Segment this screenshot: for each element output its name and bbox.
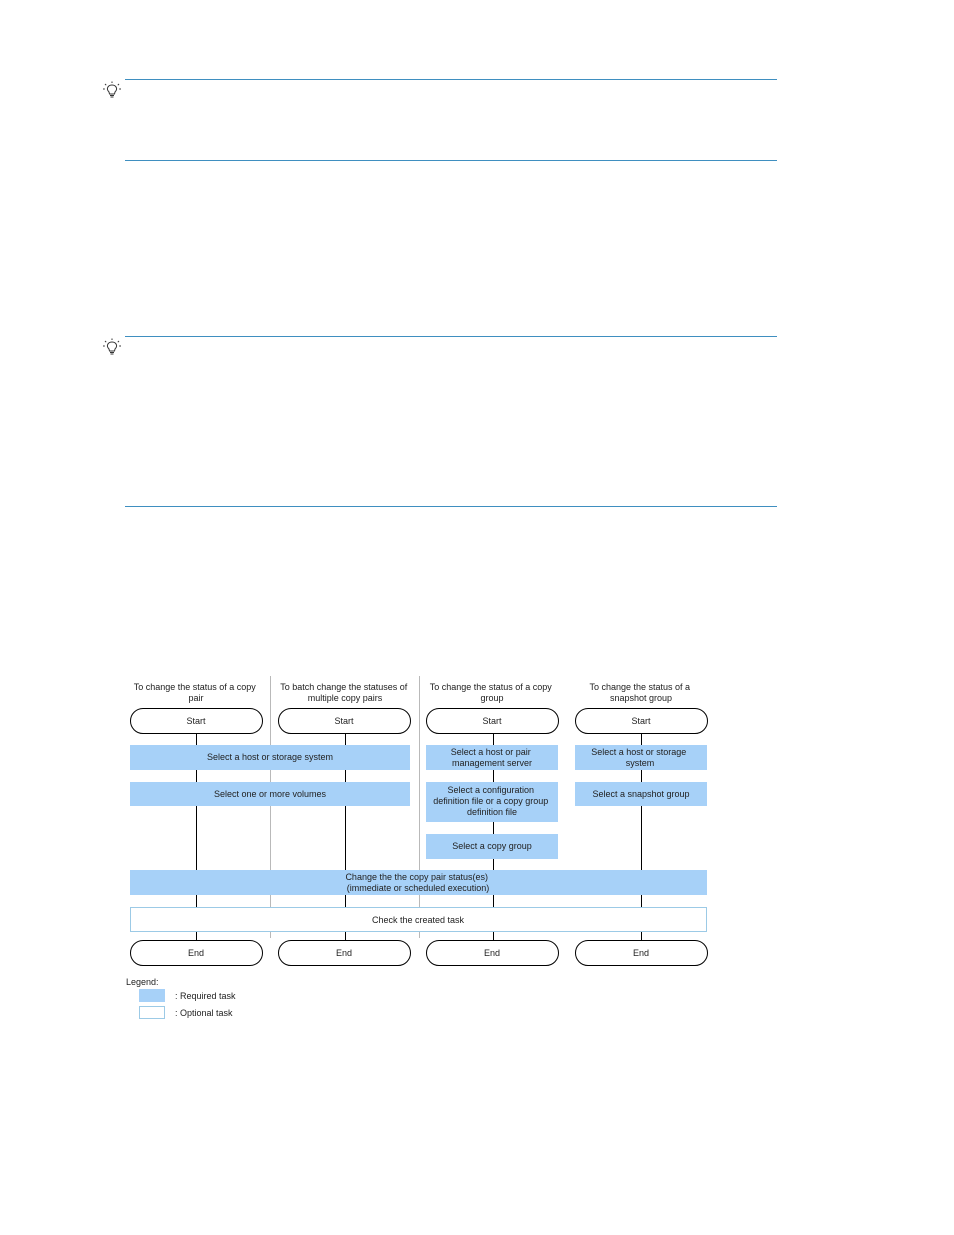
svg-text:Start: Start <box>334 716 354 726</box>
svg-text:Start: Start <box>186 716 206 726</box>
end-terminator-col1 <box>131 941 263 966</box>
svg-text:Start: Start <box>631 716 651 726</box>
svg-text:Select a host or storage: Select a host or storage system <box>591 747 687 768</box>
legend-optional-swatch <box>140 1007 165 1019</box>
svg-text:Select one or more volumes: Select one or more volumes <box>213 789 327 799</box>
svg-text:Select a host or pair ma: Select a host or pair management server <box>450 747 533 768</box>
task-change-copy-pair-status <box>130 870 707 895</box>
start-terminator-col2 <box>279 709 411 734</box>
svg-text:End: End <box>187 948 205 958</box>
start-terminator-col4 <box>576 709 708 734</box>
legend-required-swatch <box>139 989 165 1002</box>
svg-text:End: End <box>632 948 650 958</box>
task-select-snapshot-group <box>575 782 707 806</box>
svg-text:End: End <box>335 948 353 958</box>
task-select-copy-group <box>426 834 558 859</box>
start-terminator-col1 <box>131 709 263 734</box>
svg-text:Change the the copy pair statu: Change the the copy pair status(es) (immediate or scheduled execution) <box>345 872 490 893</box>
end-terminator-col3 <box>427 941 559 966</box>
column-title-copy-pair: To change the status of a copy pair <box>133 682 256 703</box>
start-terminator-col3 <box>427 709 559 734</box>
task-select-host-or-storage-snapshot <box>575 745 707 770</box>
task-select-host-or-pair-server <box>426 745 558 770</box>
task-check-created-task <box>131 908 707 932</box>
svg-text:Select a snapshot group: Select a snapshot group <box>592 789 690 799</box>
legend <box>126 977 236 1019</box>
column-title-snapshot-group: To change the status of a snapshot group <box>589 682 691 703</box>
task-select-config-file <box>426 782 558 822</box>
svg-text:Check the created task: Check the created task <box>371 915 465 925</box>
column-title-copy-group: To change the status of a copy group <box>429 682 552 703</box>
task-select-volumes <box>130 782 410 806</box>
legend-title: Legend: <box>126 977 159 987</box>
svg-text:Select a configuration d: Select a configuration definition file or a copy group definition file <box>433 785 549 817</box>
svg-text:End: End <box>483 948 501 958</box>
svg-text:Select a host or storage syste: Select a host or storage system <box>206 752 334 762</box>
end-terminator-col2 <box>279 941 411 966</box>
end-terminator-col4 <box>576 941 708 966</box>
legend-optional-label: : Optional task <box>175 1008 233 1018</box>
svg-text:Select a copy group: Select a copy group <box>452 841 532 851</box>
column-title-batch-copy-pairs: To batch change the statuses of multiple copy pairs <box>280 682 408 703</box>
task-select-host-or-storage <box>130 745 410 770</box>
legend-required-label: : Required task <box>175 991 236 1001</box>
svg-text:Start: Start <box>482 716 502 726</box>
